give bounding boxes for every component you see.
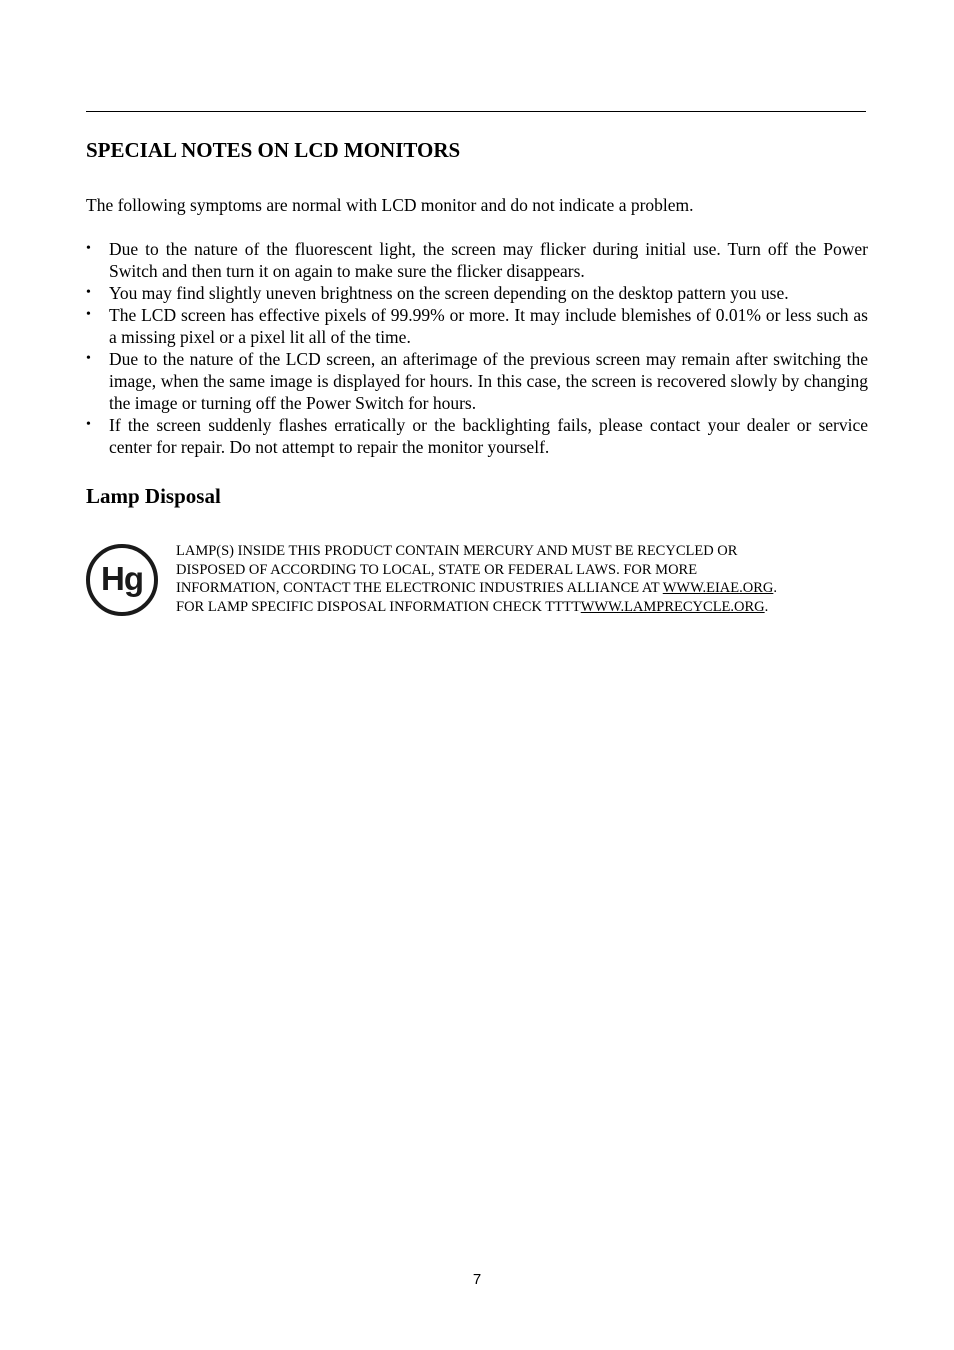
notice-text: . [764, 598, 769, 615]
eiae-link[interactable]: WWW.EIAE.ORG [662, 580, 774, 596]
list-item [86, 238, 868, 282]
notice-text: . [773, 580, 777, 596]
list-item-text: If the screen suddenly flashes erratically or the backlighting fails, please contact your dealer or service center for repair. Do not attempt to repair the monitor yourself. [109, 415, 868, 457]
symptom-list [86, 238, 868, 458]
section-title: SPECIAL NOTES ON LCD MONITORS [86, 138, 461, 162]
list-item-text: You may find slightly uneven brightness on the screen depending on the desktop pattern you use. [109, 283, 789, 303]
notice-line: DISPOSED OF ACCORDING TO LOCAL, STATE OR FEDERAL LAWS. FOR MORE [176, 561, 698, 578]
notice-text: FOR LAMP SPECIFIC DISPOSAL INFORMATION CHECK TTTT [176, 598, 581, 615]
lamp-disposal-heading: Lamp Disposal [86, 484, 221, 508]
header-rule [86, 111, 866, 112]
list-item [86, 304, 868, 348]
list-item-text: Due to the nature of the LCD screen, an afterimage of the previous screen may remain after switching the image, when the same image is displayed for hours. In this case, the screen is recovered slowly by changing the image or turning off the Power Switch for hours. [109, 349, 868, 413]
lamprecycle-link[interactable]: WWW.LAMPRECYCLE.ORG [580, 598, 765, 615]
bullet-icon: • [86, 285, 91, 300]
lamp-disposal-notice [176, 542, 856, 616]
hg-symbol-text: Hg [101, 559, 143, 597]
bullet-icon: • [86, 417, 91, 432]
mercury-hg-icon [86, 544, 158, 616]
list-item [86, 348, 868, 414]
notice-line: LAMP(S) INSIDE THIS PRODUCT CONTAIN MERCURY AND MUST BE RECYCLED OR [176, 543, 738, 559]
bullet-icon: • [86, 241, 91, 256]
bullet-icon: • [86, 307, 91, 322]
list-item [86, 414, 868, 458]
notice-line [176, 598, 856, 617]
list-item-text: The LCD screen has effective pixels of 99.99% or more. It may include blemishes of 0.01% or less such as a missing pixel or a pixel lit all of the time. [109, 305, 868, 347]
list-item [86, 282, 868, 304]
list-item-text: Due to the nature of the fluorescent light, the screen may flicker during initial use. Turn off the Power Switch and then turn it on again to make sure the flicker disappears. [109, 239, 868, 281]
notice-text: INFORMATION, CONTACT THE ELECTRONIC INDUSTRIES ALLIANCE AT [176, 580, 663, 596]
notice-line [176, 579, 856, 598]
bullet-icon: • [86, 351, 91, 366]
intro-paragraph: The following symptoms are normal with LCD monitor and do not indicate a problem. [86, 195, 694, 215]
page-number: 7 [472, 1271, 482, 1288]
